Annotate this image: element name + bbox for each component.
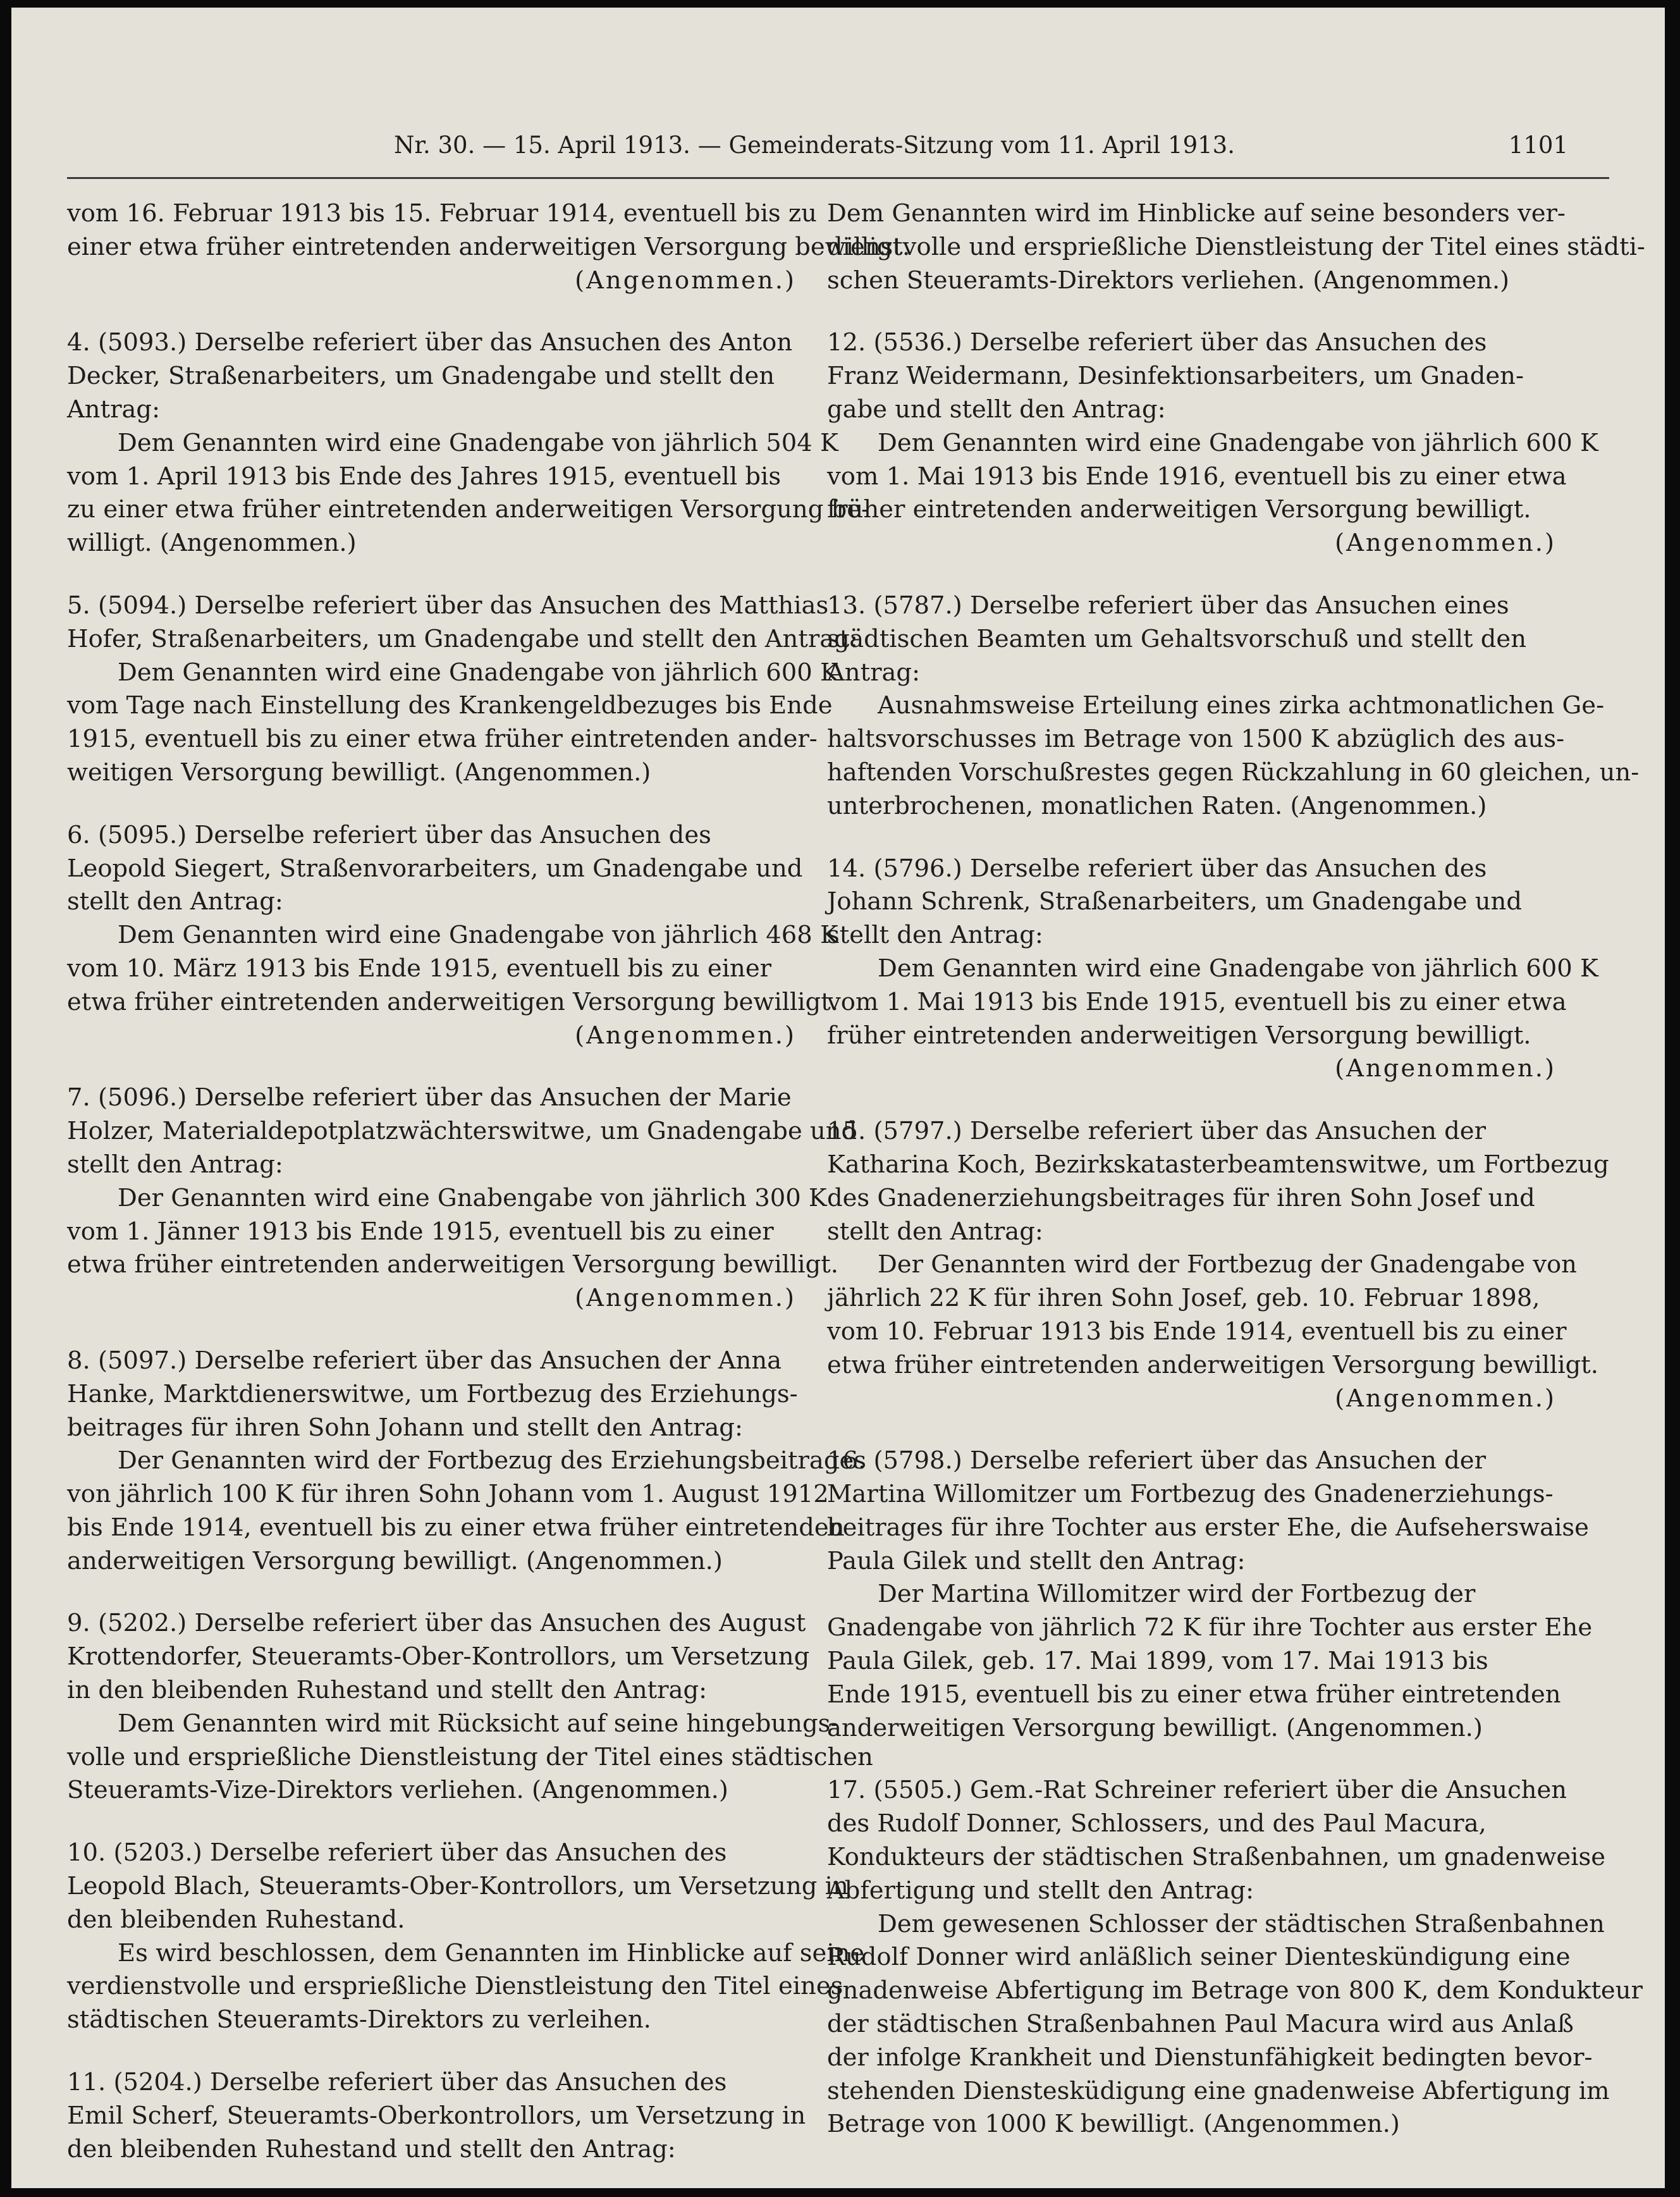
text-line: in den bleibenden Ruhestand und stellt den Antrag: bbox=[67, 1676, 708, 1705]
paragraph-gap bbox=[827, 297, 1556, 326]
paragraph-p14 bbox=[827, 852, 1598, 1086]
text-line: Krottendorfer, Steueramts-Ober-Kontrollors, um Versetzung bbox=[67, 1642, 810, 1671]
text-line: anderweitigen Versorgung bewilligt. (Angenommen.) bbox=[827, 1713, 1483, 1742]
text-line: den bleibenden Ruhestand. bbox=[67, 1905, 405, 1934]
text-line: 5. (5094.) Derselbe referiert über das Ansuchen des Matthias bbox=[67, 591, 829, 620]
text-line: schen Steueramts-Direktors verliehen. (Angenommen.) bbox=[827, 266, 1510, 295]
paragraph-p12 bbox=[827, 326, 1598, 560]
text-line: Steueramts-Vize-Direktors verliehen. (Angenommen.) bbox=[67, 1776, 728, 1805]
text-line: Dem Genannten wird mit Rücksicht auf seine hingebungs- bbox=[118, 1709, 839, 1738]
document-page bbox=[11, 8, 1665, 2188]
paragraph-gap bbox=[67, 1052, 796, 1081]
page-header bbox=[11, 115, 1665, 172]
text-line: bis Ende 1914, eventuell bis zu einer etwa früher eintretenden bbox=[67, 1513, 845, 1542]
text-line: Katharina Koch, Bezirkskatasterbeamtenswitwe, um Fortbezug bbox=[827, 1150, 1609, 1179]
paragraph-gap bbox=[827, 1415, 1556, 1444]
text-line: 10. (5203.) Derselbe referiert über das Ansuchen des bbox=[67, 1838, 727, 1868]
text-line: einer etwa früher eintretenden anderweitigen Versorgung bewilligt. bbox=[67, 232, 911, 261]
paragraph-gap bbox=[67, 297, 796, 326]
paragraph-gap bbox=[67, 1315, 796, 1345]
text-line: vom 1. Mai 1913 bis Ende 1915, eventuell bis zu einer etwa bbox=[827, 987, 1567, 1016]
text-line: Emil Scherf, Steueramts-Oberkontrollors, um Versetzung in bbox=[67, 2101, 806, 2130]
text-line: vom 1. Jänner 1913 bis Ende 1915, eventuell bis zu einer bbox=[67, 1217, 774, 1246]
paragraph-p9 bbox=[67, 1607, 873, 1807]
text-line: Hanke, Marktdienerswitwe, um Fortbezug des Erziehungs- bbox=[67, 1379, 798, 1408]
text-line: Dem Genannten wird im Hinblicke auf seine besonders ver- bbox=[827, 199, 1566, 228]
text-line: Leopold Siegert, Straßenvorarbeiters, um Gnadengabe und bbox=[67, 854, 803, 883]
paragraph-p11 bbox=[67, 2066, 806, 2166]
paragraph-p8 bbox=[67, 1345, 867, 1579]
text-line: stehenden Dienstesküdigung eine gnadenweise Abfertigung im bbox=[827, 2076, 1610, 2105]
text-line: Dem Genannten wird eine Gnadengabe von jährlich 468 K bbox=[118, 921, 838, 950]
text-line: etwa früher eintretenden anderweitigen Versorgung bewilligt. bbox=[827, 1350, 1598, 1379]
issue-line: Nr. 30. — 15. April 1913. — Gemeinderats-Sitzung vom 11. April 1913. bbox=[394, 132, 1235, 159]
text-line: stellt den Antrag: bbox=[827, 921, 1043, 950]
accepted-note: (Angenommen.) bbox=[1335, 1384, 1556, 1413]
text-line: 17. (5505.) Gem.-Rat Schreiner referiert über die Ansuchen bbox=[827, 1776, 1567, 1805]
text-line: des Rudolf Donner, Schlossers, und des Paul Macura, bbox=[827, 1809, 1487, 1838]
text-line: Rudolf Donner wird anläßlich seiner Dienteskündigung eine bbox=[827, 1943, 1571, 1972]
text-line: früher eintretenden anderweitigen Versorgung bewilligt. bbox=[827, 495, 1531, 524]
text-line: Betrage von 1000 K bewilligt. (Angenommen.) bbox=[827, 2110, 1400, 2139]
text-line: Dem Genannten wird eine Gnadengabe von jährlich 600 K bbox=[118, 658, 838, 687]
text-line: Leopold Blach, Steueramts-Ober-Kontrollors, um Versetzung in bbox=[67, 1872, 849, 1901]
text-line: Franz Weidermann, Desinfektionsarbeiters, um Gnaden- bbox=[827, 362, 1524, 391]
paragraph-p15 bbox=[827, 1115, 1609, 1415]
text-line: vom 1. Mai 1913 bis Ende 1916, eventuell bis zu einer etwa bbox=[827, 462, 1567, 491]
paragraph-gap bbox=[67, 1807, 796, 1837]
text-line: 9. (5202.) Derselbe referiert über das Ansuchen des August bbox=[67, 1609, 806, 1638]
paragraph-p16 bbox=[827, 1444, 1593, 1745]
text-line: beitrages für ihre Tochter aus erster Ehe, die Aufseherswaise bbox=[827, 1513, 1589, 1542]
accepted-note: (Angenommen.) bbox=[575, 1284, 796, 1313]
text-line: Ende 1915, eventuell bis zu einer etwa früher eintretenden bbox=[827, 1680, 1561, 1709]
text-line: zu einer etwa früher eintretenden anderweitigen Versorgung be- bbox=[67, 495, 870, 524]
paragraph-gap bbox=[67, 2037, 796, 2066]
paragraph-gap bbox=[67, 1578, 796, 1607]
text-line: von jährlich 100 K für ihren Sohn Johann vom 1. August 1912 bbox=[67, 1480, 829, 1509]
text-line: Der Genannten wird der Fortbezug der Gnadengabe von bbox=[878, 1250, 1577, 1279]
text-line: verdienstvolle und ersprießliche Dienstleistung den Titel eines bbox=[67, 1972, 843, 2001]
paragraph-gap bbox=[827, 823, 1556, 852]
text-line: Dem gewesenen Schlosser der städtischen Straßenbahnen bbox=[878, 1909, 1605, 1938]
text-line: Antrag: bbox=[827, 658, 921, 687]
text-line: etwa früher eintretenden anderweitigen Versorgung bewilligt. bbox=[67, 987, 838, 1016]
paragraph-gap bbox=[67, 790, 796, 819]
text-line: Paula Gilek und stellt den Antrag: bbox=[827, 1546, 1246, 1575]
text-line: 1915, eventuell bis zu einer etwa früher eintretenden ander- bbox=[67, 725, 818, 754]
text-line: stellt den Antrag: bbox=[827, 1217, 1043, 1246]
text-line: vom 10. Februar 1913 bis Ende 1914, eventuell bis zu einer bbox=[827, 1317, 1567, 1346]
text-line: Der Genannten wird eine Gnabengabe von jährlich 300 K bbox=[118, 1183, 827, 1212]
text-line: städtischen Beamten um Gehaltsvorschuß und stellt den bbox=[827, 624, 1526, 653]
text-line: den bleibenden Ruhestand und stellt den Antrag: bbox=[67, 2134, 676, 2163]
text-line: Dem Genannten wird eine Gnadengabe von jährlich 504 K bbox=[118, 428, 838, 457]
left-column bbox=[67, 197, 911, 2166]
text-line: 7. (5096.) Derselbe referiert über das Ansuchen der Marie bbox=[67, 1083, 792, 1112]
paragraph-p17 bbox=[827, 1774, 1643, 2141]
text-line: gabe und stellt den Antrag: bbox=[827, 395, 1166, 424]
text-line: früher eintretenden anderweitigen Versorgung bewilligt. bbox=[827, 1021, 1531, 1050]
paragraph-p13 bbox=[827, 589, 1640, 823]
text-line: Kondukteurs der städtischen Straßenbahnen, um gnadenweise bbox=[827, 1843, 1606, 1872]
text-line: gnadenweise Abfertigung im Betrage von 800 K, dem Kondukteur bbox=[827, 1976, 1643, 2005]
paragraph-p11c bbox=[827, 197, 1645, 297]
text-line: 6. (5095.) Derselbe referiert über das Ansuchen des bbox=[67, 820, 711, 849]
text-line: willigt. (Angenommen.) bbox=[67, 529, 357, 558]
text-line: 13. (5787.) Derselbe referiert über das Ansuchen eines bbox=[827, 591, 1509, 620]
text-line: 11. (5204.) Derselbe referiert über das Ansuchen des bbox=[67, 2068, 727, 2097]
text-line: 8. (5097.) Derselbe referiert über das Ansuchen der Anna bbox=[67, 1346, 782, 1375]
accepted-note: (Angenommen.) bbox=[1335, 1054, 1556, 1083]
right-column bbox=[827, 197, 1645, 2141]
text-line: vom 16. Februar 1913 bis 15. Februar 1914, eventuell bis zu bbox=[67, 199, 817, 228]
paragraph-cont bbox=[67, 197, 911, 297]
text-line: 4. (5093.) Derselbe referiert über das Ansuchen des Anton bbox=[67, 328, 793, 357]
text-line: haltsvorschusses im Betrage von 1500 K abzüglich des aus- bbox=[827, 725, 1565, 754]
text-line: weitigen Versorgung bewilligt. (Angenommen.) bbox=[67, 758, 651, 787]
text-line: dienstvolle und ersprießliche Dienstleistung der Titel eines städti- bbox=[827, 232, 1645, 261]
text-line: Ausnahmsweise Erteilung eines zirka achtmonatlichen Ge- bbox=[878, 691, 1605, 720]
text-line: Johann Schrenk, Straßenarbeiters, um Gnadengabe und bbox=[827, 887, 1522, 916]
accepted-note: (Angenommen.) bbox=[1335, 529, 1556, 558]
paragraph-p5 bbox=[67, 589, 858, 790]
text-line: Holzer, Materialdepotplatzwächterswitwe, um Gnadengabe und bbox=[67, 1117, 857, 1146]
paragraph-p7 bbox=[67, 1081, 857, 1315]
text-line: vom Tage nach Einstellung des Krankengeldbezuges bis Ende bbox=[67, 691, 833, 720]
paragraph-gap bbox=[827, 1745, 1556, 1774]
text-line: vom 10. März 1913 bis Ende 1915, eventuell bis zu einer bbox=[67, 954, 772, 983]
text-line: anderweitigen Versorgung bewilligt. (Angenommen.) bbox=[67, 1546, 723, 1575]
paragraph-p6 bbox=[67, 819, 838, 1053]
text-line: Gnadengabe von jährlich 72 K für ihre Tochter aus erster Ehe bbox=[827, 1613, 1593, 1642]
header-rule bbox=[67, 177, 1609, 179]
text-line: unterbrochenen, monatlichen Raten. (Angenommen.) bbox=[827, 791, 1487, 820]
page-number: 1101 bbox=[1508, 132, 1568, 159]
text-line: Abfertigung und stellt den Antrag: bbox=[827, 1876, 1254, 1905]
text-line: etwa früher eintretenden anderweitigen Versorgung bewilligt. bbox=[67, 1250, 838, 1279]
text-line: 12. (5536.) Derselbe referiert über das Ansuchen des bbox=[827, 328, 1487, 357]
text-line: Der Martina Willomitzer wird der Fortbezug der bbox=[878, 1580, 1476, 1609]
text-line: Paula Gilek, geb. 17. Mai 1899, vom 17. Mai 1913 bis bbox=[827, 1647, 1488, 1676]
text-line: städtischen Steueramts-Direktors zu verleihen. bbox=[67, 2005, 651, 2034]
paragraph-gap bbox=[67, 560, 796, 589]
accepted-note: (Angenommen.) bbox=[575, 1021, 796, 1050]
text-line: des Gnadenerziehungsbeitrages für ihren Sohn Josef und bbox=[827, 1183, 1535, 1212]
text-line: Antrag: bbox=[67, 395, 161, 424]
accepted-note: (Angenommen.) bbox=[575, 266, 796, 295]
text-line: 15. (5797.) Derselbe referiert über das Ansuchen der bbox=[827, 1117, 1487, 1146]
text-line: vom 1. April 1913 bis Ende des Jahres 1915, eventuell bis bbox=[67, 462, 782, 491]
text-line: 16. (5798.) Derselbe referiert über das Ansuchen der bbox=[827, 1446, 1487, 1475]
text-line: stellt den Antrag: bbox=[67, 1150, 283, 1179]
text-line: Es wird beschlossen, dem Genannten im Hinblicke auf seine bbox=[118, 1938, 865, 1967]
paragraph-p10 bbox=[67, 1837, 865, 2037]
text-line: Der Genannten wird der Fortbezug des Erziehungsbeitrages bbox=[118, 1446, 867, 1475]
paragraph-gap bbox=[827, 560, 1556, 589]
text-line: der infolge Krankheit und Dienstunfähigkeit bedingten bevor- bbox=[827, 2043, 1593, 2072]
text-line: haftenden Vorschußrestes gegen Rückzahlung in 60 gleichen, un- bbox=[827, 758, 1640, 787]
text-line: Decker, Straßenarbeiters, um Gnadengabe und stellt den bbox=[67, 362, 775, 391]
text-line: Dem Genannten wird eine Gnadengabe von jährlich 600 K bbox=[878, 954, 1598, 983]
text-line: 14. (5796.) Derselbe referiert über das Ansuchen des bbox=[827, 854, 1487, 883]
text-line: volle und ersprießliche Dienstleistung der Titel eines städtischen bbox=[67, 1742, 873, 1771]
text-line: beitrages für ihren Sohn Johann und stellt den Antrag: bbox=[67, 1413, 743, 1442]
paragraph-p4 bbox=[67, 326, 870, 560]
paragraph-gap bbox=[827, 1086, 1556, 1115]
text-line: jährlich 22 K für ihren Sohn Josef, geb. 10. Februar 1898, bbox=[827, 1284, 1540, 1313]
text-line: der städtischen Straßenbahnen Paul Macura wird aus Anlaß bbox=[827, 2010, 1574, 2039]
text-line: stellt den Antrag: bbox=[67, 887, 283, 916]
text-line: Martina Willomitzer um Fortbezug des Gnadenerziehungs- bbox=[827, 1480, 1554, 1509]
text-line: Dem Genannten wird eine Gnadengabe von jährlich 600 K bbox=[878, 428, 1598, 457]
text-line: Hofer, Straßenarbeiters, um Gnadengabe und stellt den Antrag: bbox=[67, 624, 858, 653]
